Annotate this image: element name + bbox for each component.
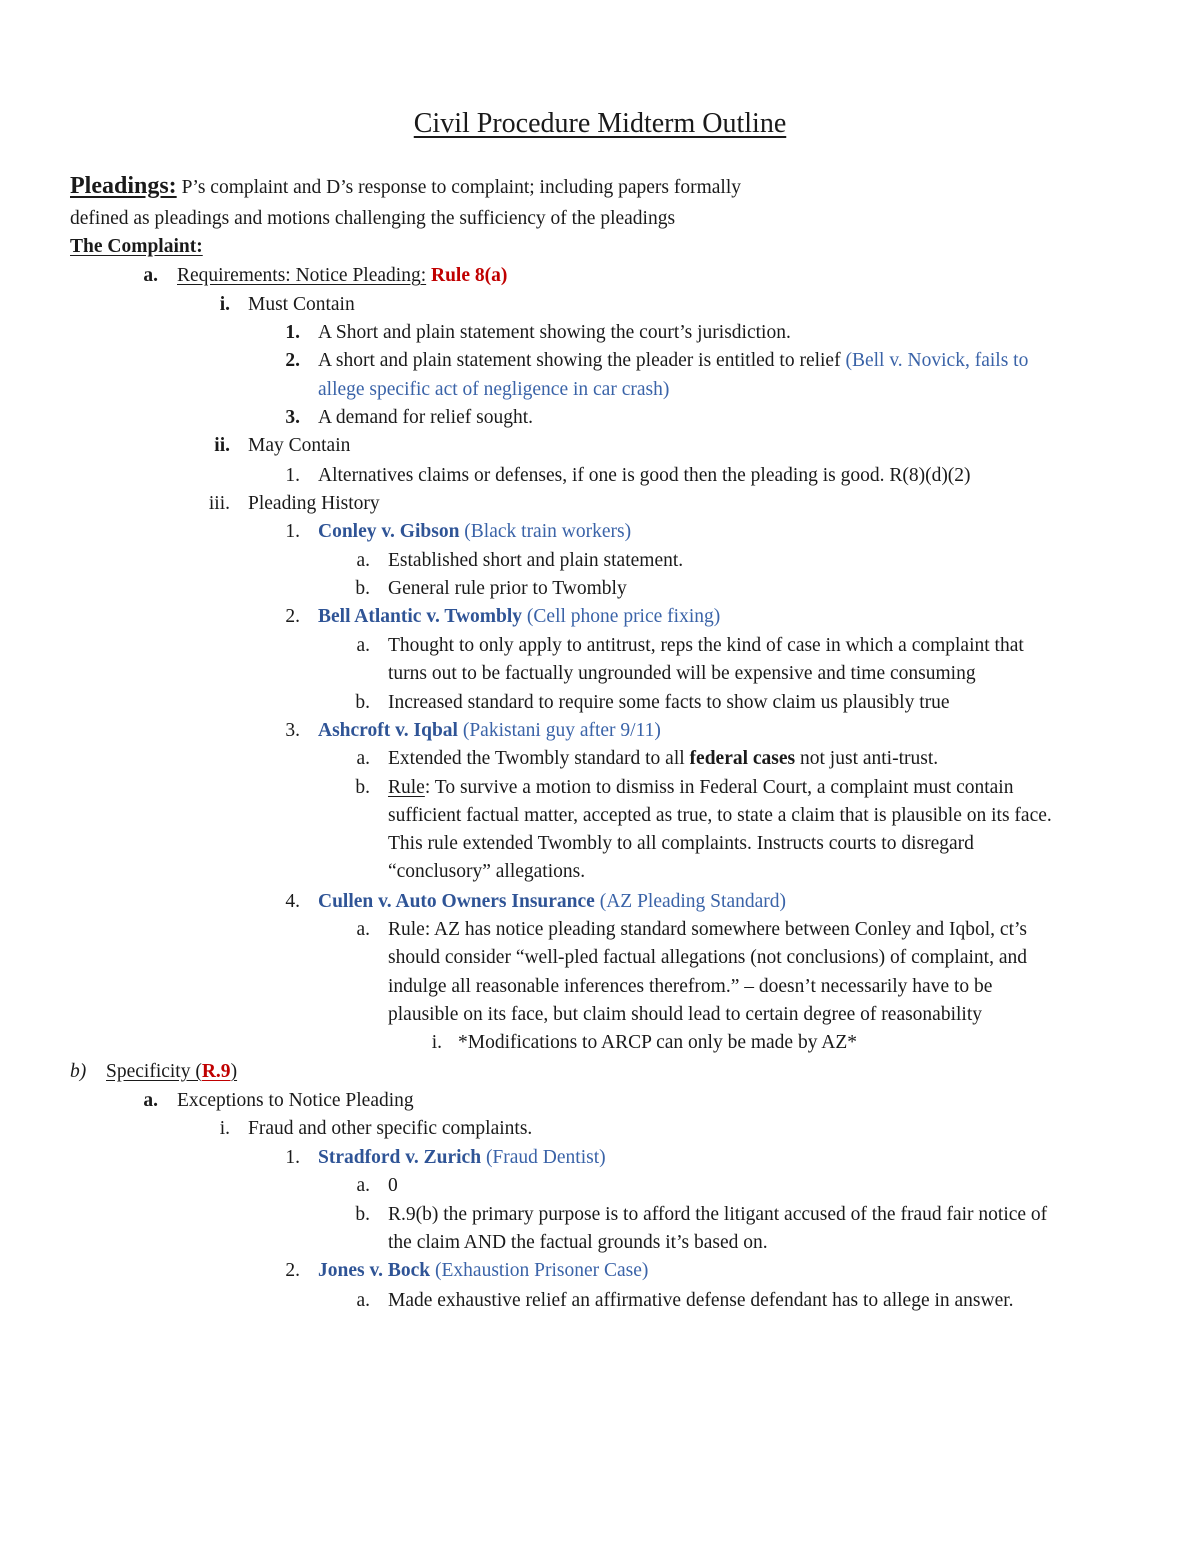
list-marker: a. [143,265,158,286]
list-marker: 4. [285,891,300,912]
list-marker: 3. [285,720,300,741]
case-point-continued: turns out to be factually ungrounded will be expensive and time consuming [388,663,976,684]
text-segment: ) [230,1061,238,1082]
exceptions-label: Exceptions to Notice Pleading [177,1090,414,1111]
case-jones [318,1257,648,1285]
list-marker: i. [219,294,230,315]
case-point-continued: sufficient factual matter, accepted as true, to state a claim that is plausible on its face. [388,805,1052,826]
may-contain-label: May Contain [248,435,351,456]
case-name: Conley v. Gibson [318,521,460,542]
rule-9-reference: R.9 [201,1061,231,1082]
text-segment: Extended the Twombly standard to all [388,748,685,769]
pleadings-definition [70,172,741,202]
list-marker: 2. [285,606,300,627]
list-marker: b. [355,1204,370,1225]
case-point: R.9(b) the primary purpose is to afford the litigant accused of the fraud fair notice of [388,1204,1048,1225]
complaint-heading: The Complaint: [70,236,203,257]
case-name: Bell Atlantic v. Twombly [318,606,523,627]
case-name: Ashcroft v. Iqbal [318,720,458,741]
list-marker: a. [356,1175,370,1196]
case-point: 0 [388,1175,398,1196]
case-point-continued: the claim AND the factual grounds it’s based on. [388,1232,768,1253]
case-point-continued: should consider “well-pled factual allegations (not conclusions) of complaint, and [388,947,1027,968]
item-text: A short and plain statement showing the pleader is entitled to relief [318,350,841,371]
case-name: Stradford v. Zurich [318,1147,482,1168]
case-point [388,745,938,773]
list-marker: b) [70,1061,87,1082]
case-point-continued: indulge all reasonable inferences therefrom.” – doesn’t necessarily have to be [388,976,993,997]
list-marker: 1. [285,1147,300,1168]
list-marker: 1. [285,322,300,343]
page-title: Civil Procedure Midterm Outline [413,108,787,139]
must-contain-item [318,347,1028,375]
rule-8a-reference: Rule 8(a) [431,265,508,286]
fraud-label: Fraud and other specific complaints. [248,1118,533,1139]
case-cullen [318,888,786,916]
list-marker: a. [143,1090,158,1111]
case-note: (Bell v. Novick, fails to [845,350,1029,371]
list-marker: ii. [214,435,230,456]
list-marker: iii. [208,493,230,514]
list-marker: 2. [285,1260,300,1281]
list-marker: i. [431,1032,442,1053]
list-marker: 1. [285,521,300,542]
case-stradford [318,1144,606,1172]
case-point: Rule: AZ has notice pleading standard somewhere between Conley and Iqbol, ct’s [388,919,1027,940]
case-description: (Black train workers) [464,521,632,542]
rule-label: Rule [388,777,425,798]
list-marker: a. [356,748,370,769]
case-point: Increased standard to require some facts to show claim us plausibly true [388,692,950,713]
pleadings-heading: Pleadings: [70,173,177,199]
list-marker: b. [355,692,370,713]
case-description: (AZ Pleading Standard) [599,891,786,912]
case-point: General rule prior to Twombly [388,578,627,599]
case-description: (Fraud Dentist) [485,1147,606,1168]
case-subpoint: *Modifications to ARCP can only be made by AZ* [458,1032,857,1053]
emphasis-text: federal cases [689,748,796,769]
case-name: Cullen v. Auto Owners Insurance [318,891,595,912]
case-point: Established short and plain statement. [388,550,684,571]
specificity-item [106,1058,237,1086]
list-marker: i. [219,1118,230,1139]
case-note-continued: allege specific act of negligence in car crash) [318,379,670,400]
specificity-label: Specificity ( [106,1061,202,1082]
list-marker: 1. [285,465,300,486]
list-marker: 2. [285,350,300,371]
case-point: Made exhaustive relief an affirmative defense defendant has to allege in answer. [388,1290,1014,1311]
case-conley [318,518,631,546]
case-name: Jones v. Bock [318,1260,431,1281]
pleading-history-label: Pleading History [248,493,380,514]
requirements-item [177,262,507,290]
list-marker: b. [355,777,370,798]
case-point: Thought to only apply to antitrust, reps the kind of case in which a complaint that [388,635,1024,656]
list-marker: a. [356,919,370,940]
pleadings-def-line2: defined as pleadings and motions challenging the sufficiency of the pleadings [70,208,676,229]
pleadings-def-line1: P’s complaint and D’s response to complaint; including papers formally [181,177,742,198]
case-description: (Cell phone price fixing) [526,606,721,627]
list-marker: b. [355,578,370,599]
case-point-continued: “conclusory” allegations. [388,861,586,882]
requirements-label: Requirements: Notice Pleading: [177,265,427,286]
case-description: (Exhaustion Prisoner Case) [435,1260,649,1281]
list-marker: a. [356,1290,370,1311]
case-point-continued: plausible on its face, but claim should lead to certain degree of reasonability [388,1004,983,1025]
list-marker: 3. [285,407,300,428]
must-contain-label: Must Contain [248,294,355,315]
case-iqbal [318,717,661,745]
must-contain-item: A Short and plain statement showing the court’s jurisdiction. [318,322,791,343]
may-contain-item: Alternatives claims or defenses, if one is good then the pleading is good. R(8)(d)(2) [318,465,971,486]
case-description: (Pakistani guy after 9/11) [462,720,661,741]
case-point-continued: This rule extended Twombly to all complaints. Instructs courts to disregard [388,833,974,854]
text-segment: not just anti-trust. [800,748,939,769]
list-marker: a. [356,550,370,571]
case-twombly [318,603,720,631]
case-point [388,774,1013,802]
text-segment: : To survive a motion to dismiss in Federal Court, a complaint must contain [424,777,1014,798]
list-marker: a. [356,635,370,656]
must-contain-item: A demand for relief sought. [318,407,533,428]
